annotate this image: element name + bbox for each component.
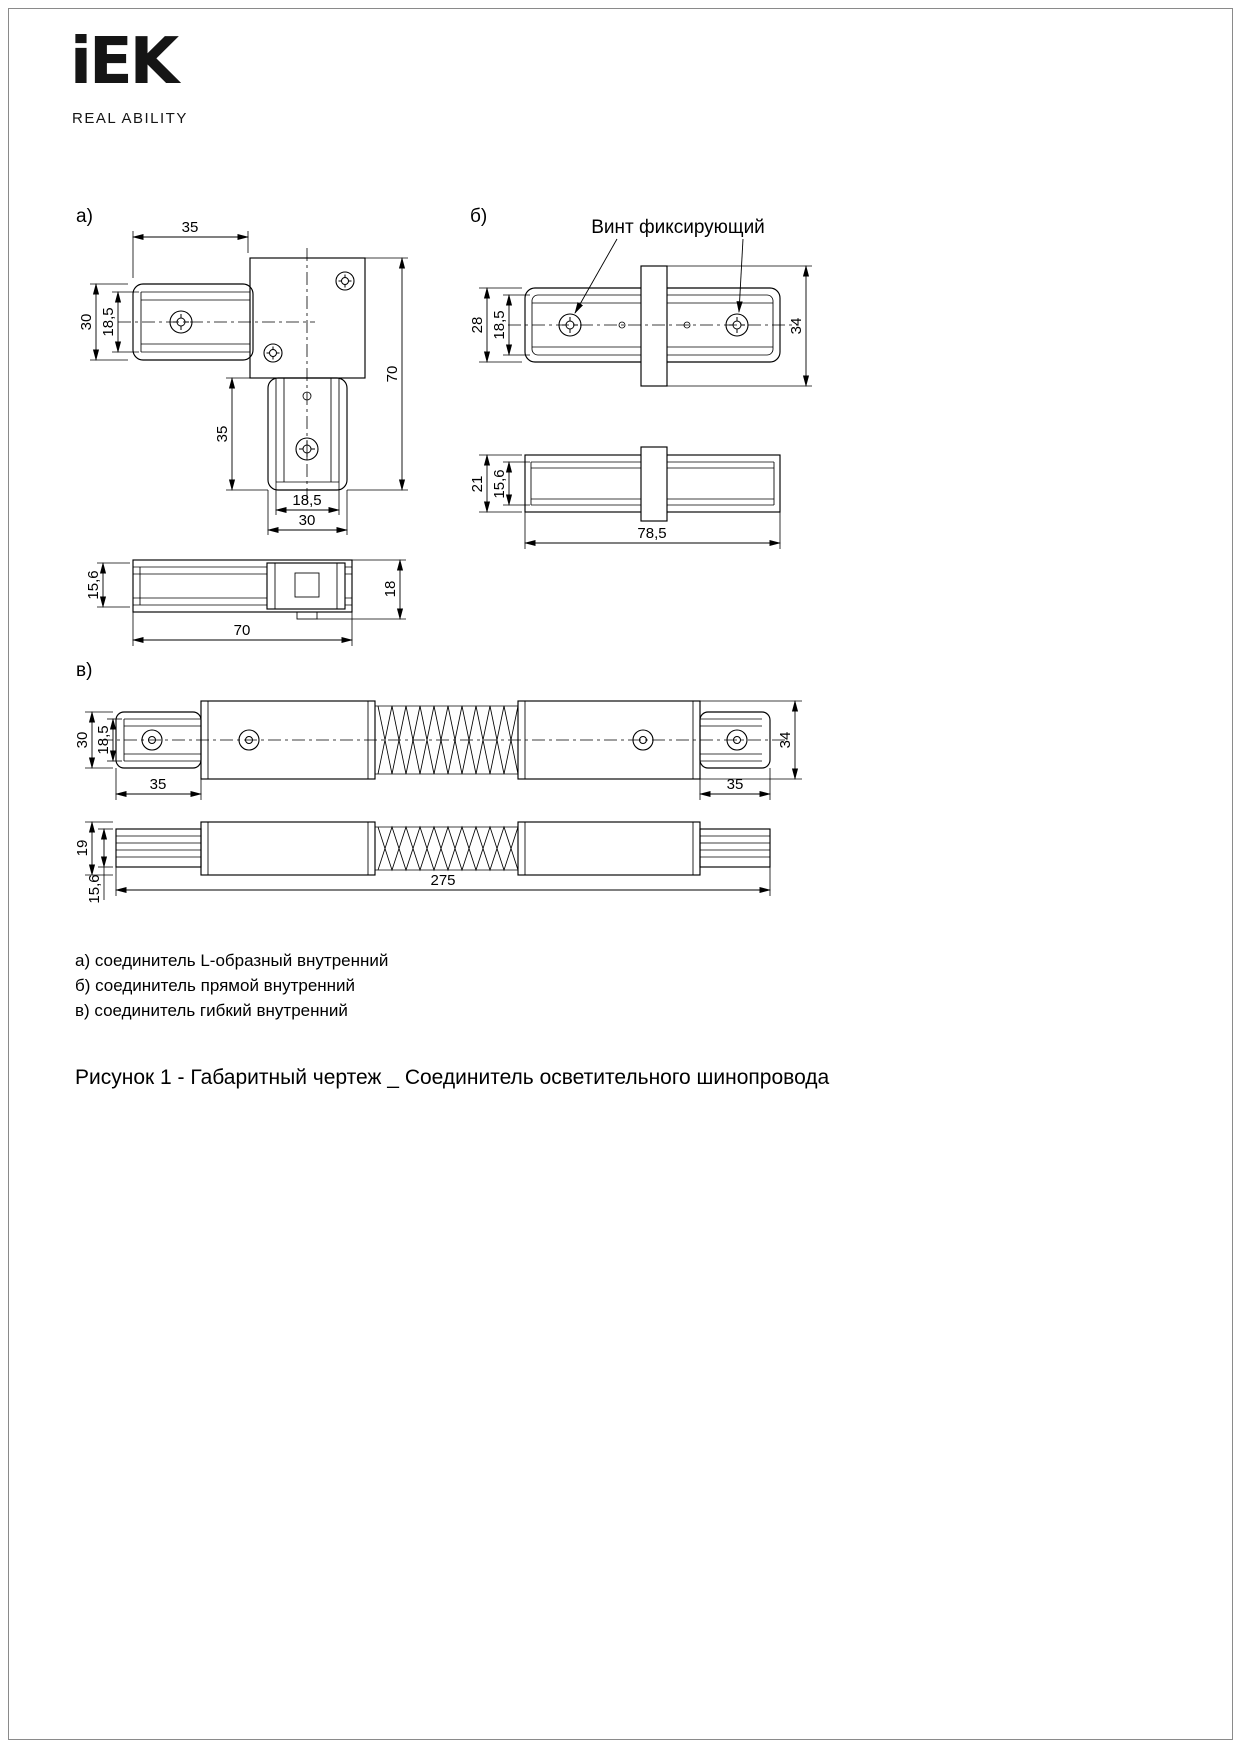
callout-fixing-screw: Винт фиксирующий xyxy=(591,217,765,238)
dim-b-left-height: 28 xyxy=(469,316,486,334)
dim-a-right-total: 70 xyxy=(384,365,401,383)
figure-captions xyxy=(75,948,388,1023)
dim-b-length: 78,5 xyxy=(637,525,667,542)
dim-c-right-segment: 35 xyxy=(726,776,744,793)
iek-logo: iEK xyxy=(70,25,177,99)
drawing-c-side-view xyxy=(74,822,770,904)
callout-leader-left xyxy=(575,239,617,313)
drawing-b-label: б) xyxy=(470,206,488,227)
dim-c-side-inner: 15,6 xyxy=(86,874,103,904)
callout-leader-right xyxy=(739,239,743,312)
dim-a-side-total: 18 xyxy=(382,580,399,598)
screw-icon xyxy=(336,272,354,290)
dim-b-side-inner: 15,6 xyxy=(491,469,508,499)
caption-c: в) соединитель гибкий внутренний xyxy=(75,1001,348,1020)
screw-icon xyxy=(264,344,282,362)
drawing-a-dimensions xyxy=(78,219,408,535)
dim-a-left-height: 30 xyxy=(78,313,95,331)
dim-c-side-height: 19 xyxy=(74,839,91,857)
drawing-b-top-view xyxy=(469,266,812,386)
dim-c-left-height: 30 xyxy=(74,731,91,749)
logo-tagline: REAL ABILITY xyxy=(72,110,188,127)
drawing-a-label: а) xyxy=(76,206,93,227)
figure-title: Рисунок 1 - Габаритный чертеж _ Соединитель осветительного шинопровода xyxy=(75,1066,830,1089)
dim-a-bottom-inner: 18,5 xyxy=(292,492,322,509)
dim-a-side-length: 70 xyxy=(233,622,251,639)
dim-c-left-inner: 18,5 xyxy=(95,725,112,755)
dim-a-arm-length: 35 xyxy=(214,425,231,443)
drawing-b-side-view xyxy=(469,447,780,549)
caption-b: б) соединитель прямой внутренний xyxy=(75,976,356,995)
drawing-c-top-view xyxy=(74,701,802,800)
dim-a-top-width: 35 xyxy=(181,219,199,236)
caption-a: а) соединитель L-образный внутренний xyxy=(75,951,389,970)
dim-b-left-inner: 18,5 xyxy=(491,310,508,340)
dim-a-side-inner: 15,6 xyxy=(85,570,102,600)
dim-c-right-total: 34 xyxy=(777,731,794,749)
drawing-c-label: в) xyxy=(76,660,93,681)
dim-b-right-total: 34 xyxy=(788,317,805,335)
dim-c-left-segment: 35 xyxy=(149,776,167,793)
drawing-a-side-view xyxy=(85,560,406,646)
dim-a-left-inner: 18,5 xyxy=(100,307,117,337)
drawing-a-top-view xyxy=(118,248,365,505)
dim-a-bottom-width: 30 xyxy=(298,512,316,529)
dim-b-side-height: 21 xyxy=(469,475,486,493)
dim-c-total-length: 275 xyxy=(430,872,456,889)
